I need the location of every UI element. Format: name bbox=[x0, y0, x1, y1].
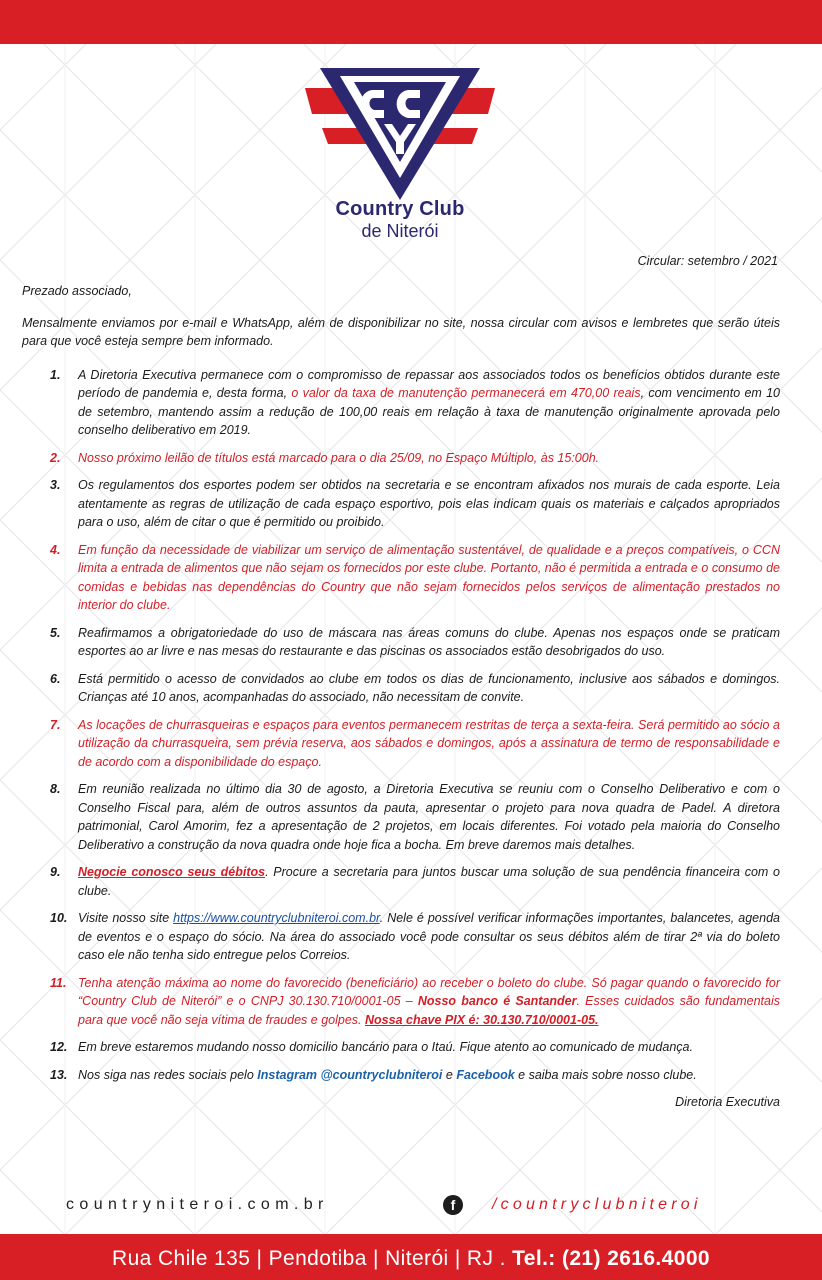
item-text: Está permitido o acesso de convidados ao clube em todos os dias de funcionamento, inclusive aos sábados e domingos. Crianças até 10 anos, acompanhadas do associado, não necessitam de convite. bbox=[78, 671, 780, 704]
item-text: , com vencimento em 10 de setembro, mantendo assim a redução de 100,00 reais em relação à taxa de manutenção originalmente aprovada pelo conselho deliberativo em 2019. bbox=[78, 386, 781, 437]
list-item bbox=[50, 716, 780, 772]
intro-paragraph: Mensalmente enviamos por e-mail e WhatsApp, além de disponibilizar no site, nossa circular com avisos e lembretes que serão úteis para que você esteja sempre bem informado. bbox=[22, 315, 780, 348]
item-text: Nosso próximo leilão de títulos está marcado para o dia 25/09, no Espaço Múltiplo, às 15:00h. bbox=[78, 450, 600, 465]
brand-block bbox=[300, 197, 500, 241]
item-number: 13. bbox=[50, 1067, 68, 1082]
list-item bbox=[50, 780, 780, 854]
item-number: 8. bbox=[50, 782, 61, 796]
item-text: e bbox=[442, 1067, 457, 1082]
list-item bbox=[50, 476, 780, 532]
item-number: 4. bbox=[50, 542, 61, 557]
item-text: Em função da necessidade de viabilizar um serviço de alimentação sustentável, de qualidade e a preços compatíveis, o CCN limita a entrada de alimentos que não sejam os fornecidos por este clube. Portanto, não é permitida a entrada e o consumo de comidas e bebidas nas dependências do Country que não sejam fornecidos pelos serviços de alimentação prestados no interior do clube. bbox=[78, 542, 780, 612]
address-text: Rua Chile 135 | Pendotiba | Niterói | RJ . bbox=[112, 1247, 513, 1270]
facebook-link[interactable]: Facebook bbox=[456, 1067, 515, 1082]
list-item bbox=[50, 1066, 780, 1085]
item-number: 6. bbox=[50, 671, 61, 686]
list-item bbox=[50, 974, 780, 1030]
item-number: 1. bbox=[50, 367, 61, 382]
item-text: Os regulamentos dos esportes podem ser obtidos na secretaria e se encontram afixados nos murais de cada esporte. Leia atentamente as regras de utilização de cada espaço esportivo, pois elas indicam quais os materiais e calçados apropriados para o uso, além de citar o que é permitido ou proibido. bbox=[78, 478, 780, 529]
item-number: 11. bbox=[50, 975, 67, 990]
list-item bbox=[50, 366, 781, 440]
item-number: 3. bbox=[50, 478, 61, 492]
item-text: Em reunião realizada no último dia 30 de agosto, a Diretoria Executiva se reuniu com o Conselho Deliberativo e com o Conselho Fiscal para, além de outros assuntos da pauta, apresentar o projeto para nova quadra de Padel. A diretora patrimonial, Carol Amorim, fez a apresentação de 2 projetos, em locais diferentes. Foi votado pela maioria do Conselho Deliberativo a construção da nova quadra onde hoje fica a bocha. Em breve daremos mais detalhes. bbox=[78, 782, 780, 852]
list-item bbox=[50, 1038, 780, 1057]
club-logo bbox=[300, 66, 500, 206]
item-text: . Procure a secretaria para juntos buscar uma solução de sua pendência financeira com o clube. bbox=[78, 865, 780, 898]
list-item bbox=[50, 541, 780, 615]
pix-key: Nossa chave PIX é: 30.130.710/0001-05. bbox=[365, 1012, 599, 1027]
item-text: Reafirmamos a obrigatoriedade do uso de máscara nas áreas comuns do clube. Apenas nos espaços onde se praticam esportes ao ar livre e nas mesas do restaurante e das piscinas os associados estão desobrigados do uso. bbox=[78, 625, 780, 658]
item-text: Em breve estaremos mudando nosso domicilio bancário para o Itaú. Fique atento ao comunicado de mudança. bbox=[78, 1040, 693, 1054]
debts-highlight: Negocie conosco seus débitos bbox=[78, 865, 266, 879]
item-text: Nos siga nas redes sociais pelo bbox=[78, 1067, 258, 1082]
greeting: Prezado associado, bbox=[22, 284, 132, 298]
footer-address bbox=[0, 1247, 822, 1271]
item-text: A Diretoria Executiva permanece com o compromisso de repassar aos associados todos os benefícios obtidos durante este período de pandemia e, desta forma, bbox=[78, 367, 780, 400]
item-text: As locações de churrasqueiras e espaços para eventos permanecem restritas de terça a sexta-feira. Será permitido ao sócio a utilização da churrasqueira, sem prévia reserva, aos sábados e domingos, após a assinatura de termo de responsabilidade e de acordo com a disponibilidade do espaço. bbox=[78, 717, 780, 769]
list-item bbox=[50, 909, 780, 965]
item-text: Tenha atenção máxima ao nome do favorecido (beneficiário) ao receber o boleto do clube. Só pagar quando o favorecido for “Country Club de Niterói” e o CNPJ 30.130.710/0001-05 – bbox=[78, 975, 780, 1008]
list-item bbox=[50, 624, 780, 661]
item-number: 2. bbox=[50, 450, 61, 465]
phone-number: Tel.: (21) 2616.4000 bbox=[512, 1247, 710, 1270]
list-item bbox=[50, 449, 780, 468]
item-number: 5. bbox=[50, 625, 61, 640]
bank-highlight: Nosso banco é Santander bbox=[417, 994, 577, 1008]
footer-website[interactable]: countryniteroi.com.br bbox=[66, 1196, 329, 1213]
item-highlight: o valor da taxa de manutenção permanecerá em 470,00 reais bbox=[291, 386, 641, 400]
item-text: Visite nosso site bbox=[78, 911, 174, 925]
notice-list bbox=[50, 366, 781, 1085]
website-link[interactable]: https://www.countryclubniteroi.com.br bbox=[173, 911, 380, 925]
item-number: 10. bbox=[50, 911, 68, 925]
item-number: 7. bbox=[50, 717, 61, 732]
brand-name: Country Club bbox=[335, 198, 465, 220]
item-text: . Esses cuidados são fundamentais para que você não seja vítima de fraudes e golpes. bbox=[78, 994, 780, 1027]
list-item bbox=[50, 863, 780, 900]
item-text: . Nele é possível verificar informações importantes, balancetes, agenda de eventos e o espaço do sócio. Na área do associado você pode consultar os seus débitos além de tirar 2ª via do boleto caso ele não tenha sido entregue pelos Correios. bbox=[78, 911, 780, 962]
item-number: 12. bbox=[50, 1040, 68, 1054]
facebook-icon: f bbox=[443, 1195, 463, 1215]
list-item bbox=[50, 670, 780, 707]
item-number: 9. bbox=[50, 865, 61, 879]
brand-subtitle: de Niterói bbox=[361, 221, 439, 241]
letter-body bbox=[22, 282, 780, 1112]
footer-social-handle[interactable]: /countryclubniteroi bbox=[492, 1196, 702, 1213]
item-text: e saiba mais sobre nosso clube. bbox=[514, 1067, 697, 1082]
signature: Diretoria Executiva bbox=[675, 1095, 780, 1109]
header-red-bar bbox=[0, 0, 822, 44]
circular-date: Circular: setembro / 2021 bbox=[637, 254, 778, 268]
instagram-link[interactable]: Instagram @countryclubniteroi bbox=[257, 1067, 443, 1082]
